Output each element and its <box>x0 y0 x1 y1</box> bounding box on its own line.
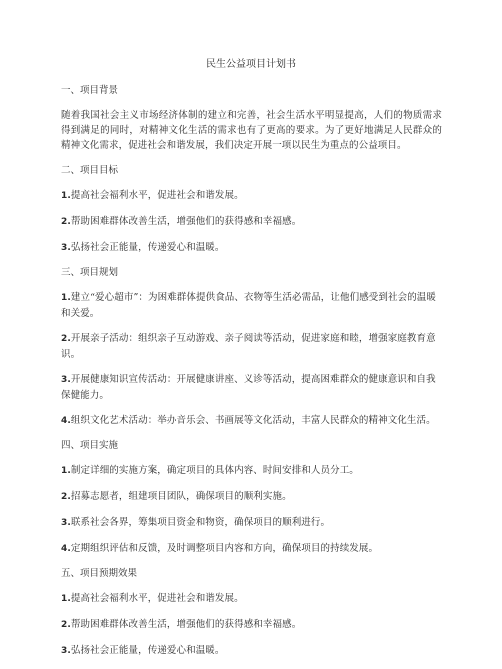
list-item <box>61 413 442 429</box>
section-heading-expected-effects: 五、项目预期效果 <box>61 568 138 579</box>
list-item <box>61 489 442 505</box>
list-item-number: 3. <box>61 518 71 528</box>
list-item-number: 3. <box>61 646 71 656</box>
list-item-text: 招募志愿者，组建项目团队，确保项目的顺利实施。 <box>70 491 292 502</box>
list-item <box>61 643 442 659</box>
section-heading-planning: 三、项目规划 <box>61 267 119 278</box>
list-item <box>61 591 442 607</box>
list-item-number: 4. <box>61 416 71 426</box>
list-item-number: 2. <box>61 492 71 502</box>
list-item <box>61 463 442 479</box>
list-item-text: 开展健康知识宣传活动：开展健康讲座、义诊等活动，提高困难群众的健康意识和自我保健能力。 <box>61 374 436 401</box>
list-item <box>61 290 442 321</box>
list-item-number: 3. <box>61 375 71 385</box>
list-item <box>61 372 442 403</box>
list-item-text: 弘扬社会正能量，传递爱心和温暖。 <box>70 242 225 253</box>
list-item-text: 开展亲子活动：组织亲子互动游戏、亲子阅读等活动，促进家庭和睦，增强家庭教育意识。 <box>61 333 436 360</box>
list-item-number: 1. <box>61 293 71 303</box>
document-title: 民生公益项目计划书 <box>206 59 296 70</box>
section-heading-goals: 二、项目目标 <box>61 165 119 176</box>
list-item <box>61 617 442 633</box>
list-item-number: 3. <box>61 243 71 253</box>
list-item-number: 1. <box>61 594 71 604</box>
list-item-text: 帮助困难群体改善生活，增强他们的获得感和幸福感。 <box>70 619 302 630</box>
list-item-text: 提高社会福利水平，促进社会和谐发展。 <box>70 190 244 201</box>
list-item-number: 1. <box>61 466 71 476</box>
list-item-number: 4. <box>61 544 71 554</box>
list-item-text: 联系社会各界，筹集项目资金和物资，确保项目的顺利进行。 <box>70 517 331 528</box>
section-heading-implementation: 四、项目实施 <box>61 440 119 451</box>
list-item-number: 2. <box>61 217 71 227</box>
list-item-text: 帮助困难群体改善生活，增强他们的获得感和幸福感。 <box>70 216 302 227</box>
list-item <box>61 541 442 557</box>
list-item-text: 弘扬社会正能量，传递爱心和温暖。 <box>70 645 225 656</box>
list-item <box>61 188 442 204</box>
list-item <box>61 214 442 230</box>
list-item-number: 1. <box>61 191 71 201</box>
document-body <box>61 84 442 669</box>
list-item-text: 组织文化艺术活动：举办音乐会、书画展等文化活动，丰富人民群众的精神文化生活。 <box>70 415 436 426</box>
list-item-text: 提高社会福利水平，促进社会和谐发展。 <box>70 593 244 604</box>
list-item <box>61 240 442 256</box>
list-item-number: 2. <box>61 334 71 344</box>
list-item-text: 定期组织评估和反馈，及时调整项目内容和方向，确保项目的持续发展。 <box>70 543 379 554</box>
list-item <box>61 331 442 362</box>
list-item-number: 2. <box>61 620 71 630</box>
list-item-text: 制定详细的实施方案，确定项目的具体内容、时间安排和人员分工。 <box>70 465 359 476</box>
list-item-text: 建立“爱心超市”：为困难群体提供食品、衣物等生活必需品，让他们感受到社会的温暖和关爱。 <box>61 292 437 319</box>
section-paragraph: 随着我国社会主义市场经济体制的建立和完善，社会生活水平明显提高，人们的物质需求得到满足的同时，对精神文化生活的需求也有了更高的要求。为了更好地满足人民群众的精神文化需求，促进社会和谐发展，我们决定开展一项以民生为重点的公益项目。 <box>61 110 442 151</box>
section-heading-background: 一、项目背景 <box>61 85 119 96</box>
list-item <box>61 515 442 531</box>
